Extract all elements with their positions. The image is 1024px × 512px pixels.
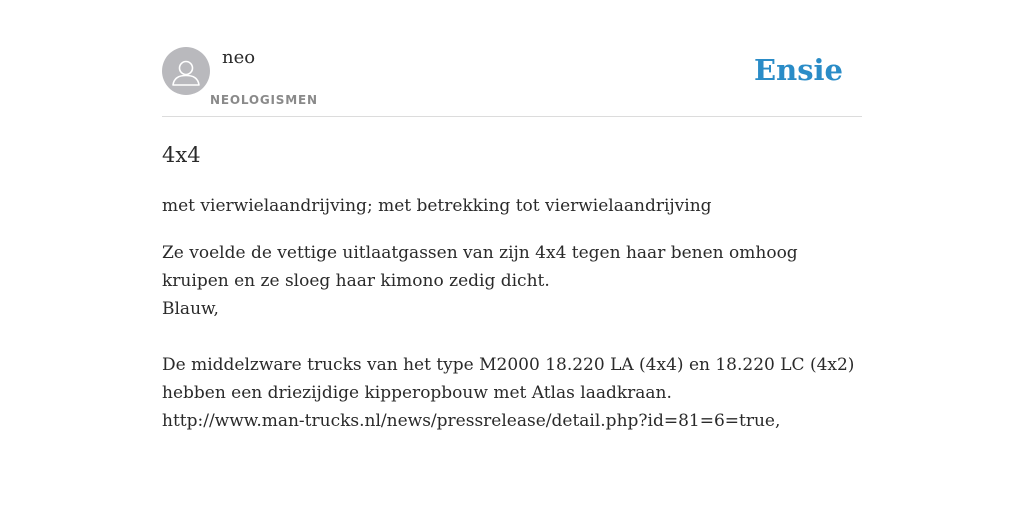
entry-definition: met vierwielaandrijving; met betrekking tot vierwielaandrijving	[162, 196, 712, 216]
ensie-logo[interactable]: Ensie	[754, 53, 843, 87]
author-name[interactable]: neo	[222, 47, 256, 68]
example-line: Ze voelde de vettige uitlaatgassen van zijn 4x4 tegen haar benen omhoog	[162, 243, 798, 263]
entry-word: 4x4	[162, 143, 201, 167]
category-label[interactable]: NEOLOGISMEN	[210, 93, 318, 107]
user-silhouette-icon	[162, 47, 210, 95]
example-line: hebben een driezijdige kipperopbouw met Atlas laadkraan.	[162, 383, 672, 403]
example-line: http://www.man-trucks.nl/news/pressrelease/detail.php?id=81=6=true,	[162, 411, 781, 431]
example-line: kruipen en ze sloeg haar kimono zedig dicht.	[162, 271, 550, 291]
entry-examples	[162, 239, 862, 435]
example-line: Blauw,	[162, 299, 219, 319]
example-line: De middelzware trucks van het type M2000 18.220 LA (4x4) en 18.220 LC (4x2)	[162, 355, 855, 375]
avatar[interactable]	[162, 47, 210, 95]
header	[162, 47, 862, 117]
example-spacer	[162, 323, 862, 351]
